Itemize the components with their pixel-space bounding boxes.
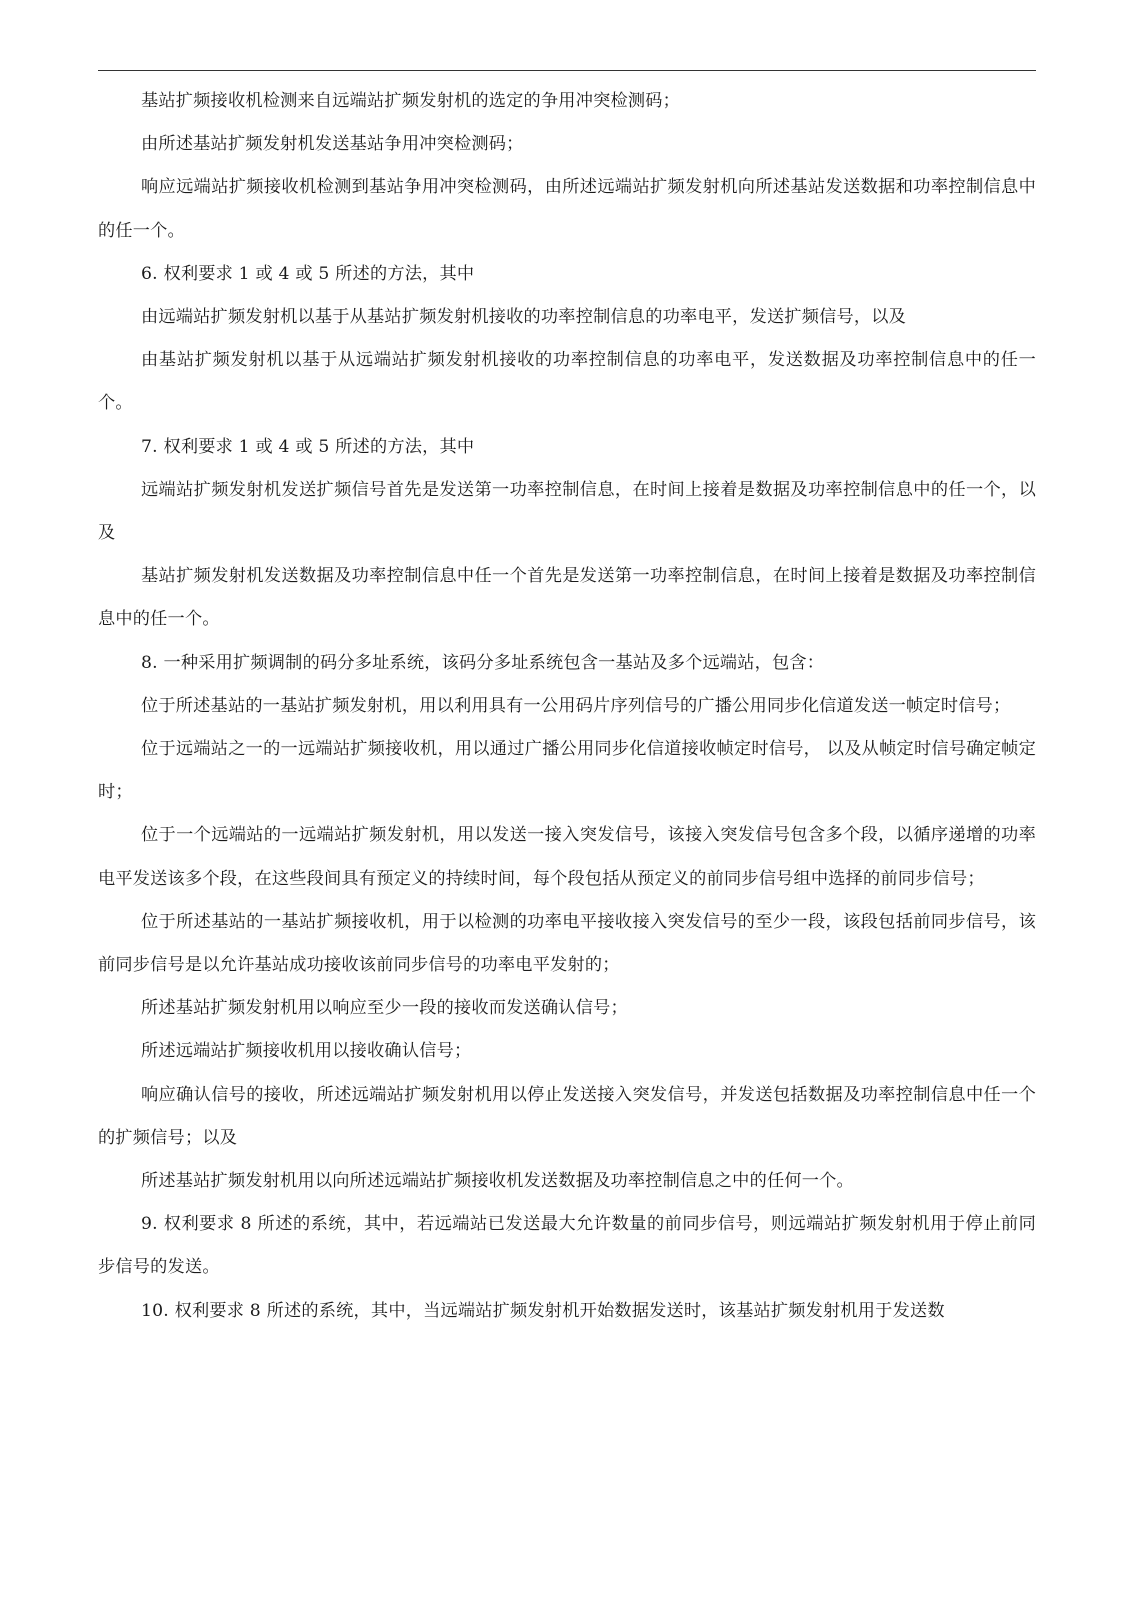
header-rule — [98, 70, 1036, 71]
paragraph: 所述远端站扩频接收机用以接收确认信号； — [141, 1041, 472, 1062]
paragraph: 所述基站扩频发射机用以向所述远端站扩频接收机发送数据及功率控制信息之中的任何一个。 — [141, 1171, 854, 1192]
paragraph: 所述基站扩频发射机用以响应至少一段的接收而发送确认信号； — [141, 998, 628, 1019]
paragraph: 基站扩频接收机检测来自远端站扩频发射机的选定的争用冲突检测码； — [141, 91, 681, 111]
paragraph: 由远端站扩频发射机以基于从基站扩频发射机接收的功率控制信息的功率电平，发送扩频信号，以及 — [141, 307, 907, 328]
paragraph: 位于所述基站的一基站扩频发射机，用以利用具有一公用码片序列信号的广播公用同步化信道发送一帧定时信号； — [141, 695, 1011, 716]
paragraph: 位于一个远端站的一远端站扩频发射机，用以发送一接入突发信号，该接入突发信号包含多个段，以循序递增的功率电平发送该多个段，在这些段间具有预定义的持续时间，每个段包括从预定义的前同步信号组中选择的前同步信号； — [98, 825, 1036, 889]
paragraph: 位于远端站之一的一远端站扩频接收机，用以通过广播公用同步化信道接收帧定时信号， 以及从帧定时信号确定帧定时； — [98, 739, 1036, 803]
paragraph: 由所述基站扩频发射机发送基站争用冲突检测码； — [141, 134, 524, 155]
paragraph: 位于所述基站的一基站扩频接收机，用于以检测的功率电平接收接入突发信号的至少一段，该段包括前同步信号，该前同步信号是以允许基站成功接收该前同步信号的功率电平发射的； — [98, 911, 1036, 976]
paragraph: 基站扩频发射机发送数据及功率控制信息中任一个首先是发送第一功率控制信息，在时间上接着是数据及功率控制信息中的任一个。 — [98, 566, 1036, 630]
paragraph: 由基站扩频发射机以基于从远端站扩频发射机接收的功率控制信息的功率电平，发送数据及功率控制信息中的任一个。 — [98, 350, 1036, 414]
paragraph: 远端站扩频发射机发送扩频信号首先是发送第一功率控制信息，在时间上接着是数据及功率控制信息中的任一个，以及 — [98, 479, 1036, 544]
paragraph: 响应远端站扩频接收机检测到基站争用冲突检测码，由所述远端站扩频发射机向所述基站发送数据和功率控制信息中的任一个。 — [98, 177, 1036, 241]
paragraph: 响应确认信号的接收，所述远端站扩频发射机用以停止发送接入突发信号，并发送包括数据及功率控制信息中任一个的扩频信号；以及 — [98, 1084, 1036, 1148]
document-body — [98, 80, 1036, 1333]
claim-heading: 7. 权利要求 1 或 4 或 5 所述的方法，其中 — [141, 436, 475, 457]
claim-heading: 6. 权利要求 1 或 4 或 5 所述的方法，其中 — [141, 263, 475, 284]
claim-heading: 10. 权利要求 8 所述的系统，其中，当远端站扩频发射机开始数据发送时，该基站扩频发射机用于发送数 — [141, 1300, 945, 1321]
claim-heading: 9. 权利要求 8 所述的系统，其中，若远端站已发送最大允许数量的前同步信号，则远端站扩频发射机用于停止前同步信号的发送。 — [98, 1214, 1036, 1278]
claim-heading: 8. 一种采用扩频调制的码分多址系统，该码分多址系统包含一基站及多个远端站，包含： — [141, 652, 825, 673]
